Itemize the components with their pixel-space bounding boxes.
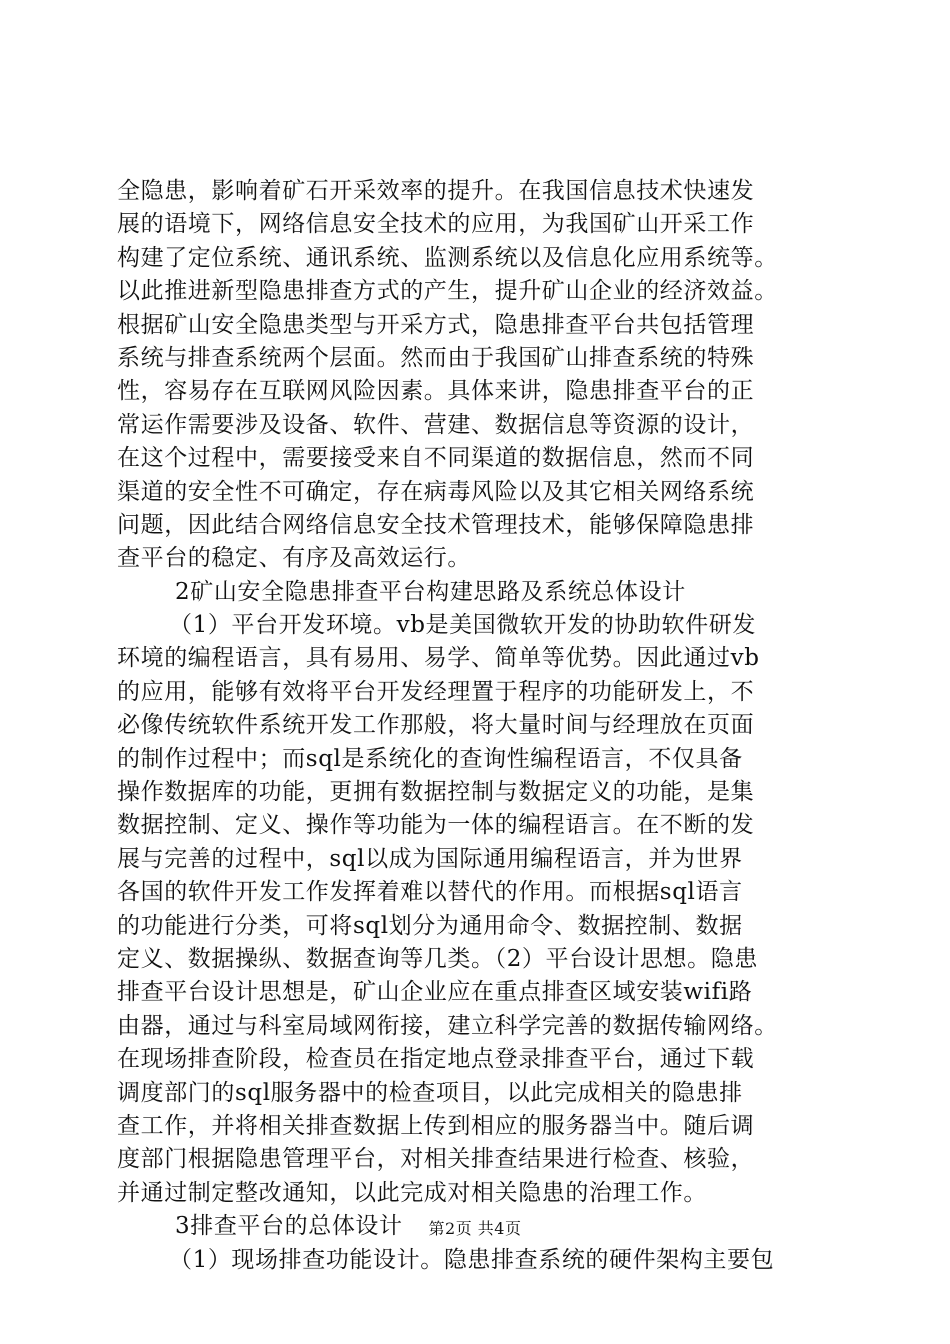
text-line: 在现场排查阶段，检查员在指定地点登录排查平台，通过下载 (117, 1046, 755, 1073)
section-heading: 3排查平台的总体设计 (175, 1213, 403, 1240)
text-line: 全隐患，影响着矿石开采效率的提升。在我国信息技术快速发 (117, 178, 755, 204)
text-line: 的应用，能够有效将平台开发经理置于程序的功能研发上，不 (117, 678, 755, 705)
text-line: 根据矿山安全隐患类型与开采方式，隐患排查平台共包括管理 (117, 311, 755, 338)
text-line: 并通过制定整改通知，以此完成对相关隐患的治理工作。 (117, 1179, 707, 1206)
document-body (117, 175, 835, 1277)
text-line: （1）现场排查功能设计。隐患排查系统的硬件架构主要包 (169, 1246, 775, 1273)
text-line: 数据控制、定义、操作等功能为一体的编程语言。在不断的发 (117, 812, 755, 839)
text-line: 常运作需要涉及设备、软件、营建、数据信息等资源的设计， (117, 411, 755, 438)
text-line: 环境的编程语言，具有易用、易学、简单等优势。因此通过vb (117, 645, 760, 672)
text-line: 的制作过程中；而sql是系统化的查询性编程语言，不仅具备 (117, 745, 743, 772)
text-line: 查平台的稳定、有序及高效运行。 (117, 545, 471, 572)
text-line: 展与完善的过程中，sql以成为国际通用编程语言，并为世界 (117, 845, 743, 872)
text-line: 系统与排查系统两个层面。然而由于我国矿山排查系统的特殊 (117, 344, 755, 371)
text-line: 由器，通过与科室局域网衔接，建立科学完善的数据传输网络。 (117, 1012, 778, 1039)
text-line: 操作数据库的功能，更拥有数据控制与数据定义的功能，是集 (117, 779, 755, 806)
text-line: 度部门根据隐患管理平台，对相关排查结果进行检查、核验， (117, 1146, 755, 1173)
text-line: 的功能进行分类，可将sql划分为通用命令、数据控制、数据 (117, 912, 743, 939)
text-line: 各国的软件开发工作发挥着难以替代的作用。而根据sql语言 (117, 879, 743, 906)
text-line: 渠道的安全性不可确定，存在病毒风险以及其它相关网络系统 (117, 478, 755, 505)
text-line: 以此推进新型隐患排查方式的产生，提升矿山企业的经济效益。 (117, 278, 778, 305)
text-line: 调度部门的sql服务器中的检查项目，以此完成相关的隐患排 (117, 1079, 743, 1106)
text-line: 性，容易存在互联网风险因素。具体来讲，隐患排查平台的正 (117, 378, 755, 405)
text-line: 查工作，并将相关排查数据上传到相应的服务器当中。随后调 (117, 1112, 755, 1139)
page-footer: 第2页 共4页 (428, 1219, 522, 1238)
text-line: 构建了定位系统、通讯系统、监测系统以及信息化应用系统等。 (117, 244, 778, 271)
text-line: 在这个过程中，需要接受来自不同渠道的数据信息，然而不同 (117, 445, 755, 472)
section-heading: 2矿山安全隐患排查平台构建思路及系统总体设计 (175, 578, 686, 605)
text-line: 展的语境下，网络信息安全技术的应用，为我国矿山开采工作 (117, 211, 755, 238)
text-line: 排查平台设计思想是，矿山企业应在重点排查区域安装wifi路 (117, 979, 753, 1006)
text-line: 问题，因此结合网络信息安全技术管理技术，能够保障隐患排 (117, 511, 755, 538)
text-line: （1）平台开发环境。vb是美国微软开发的协助软件研发 (169, 612, 756, 639)
text-line: 必像传统软件系统开发工作那般，将大量时间与经理放在页面 (117, 712, 755, 739)
text-line: 定义、数据操纵、数据查询等几类。（2）平台设计思想。隐患 (117, 945, 758, 972)
